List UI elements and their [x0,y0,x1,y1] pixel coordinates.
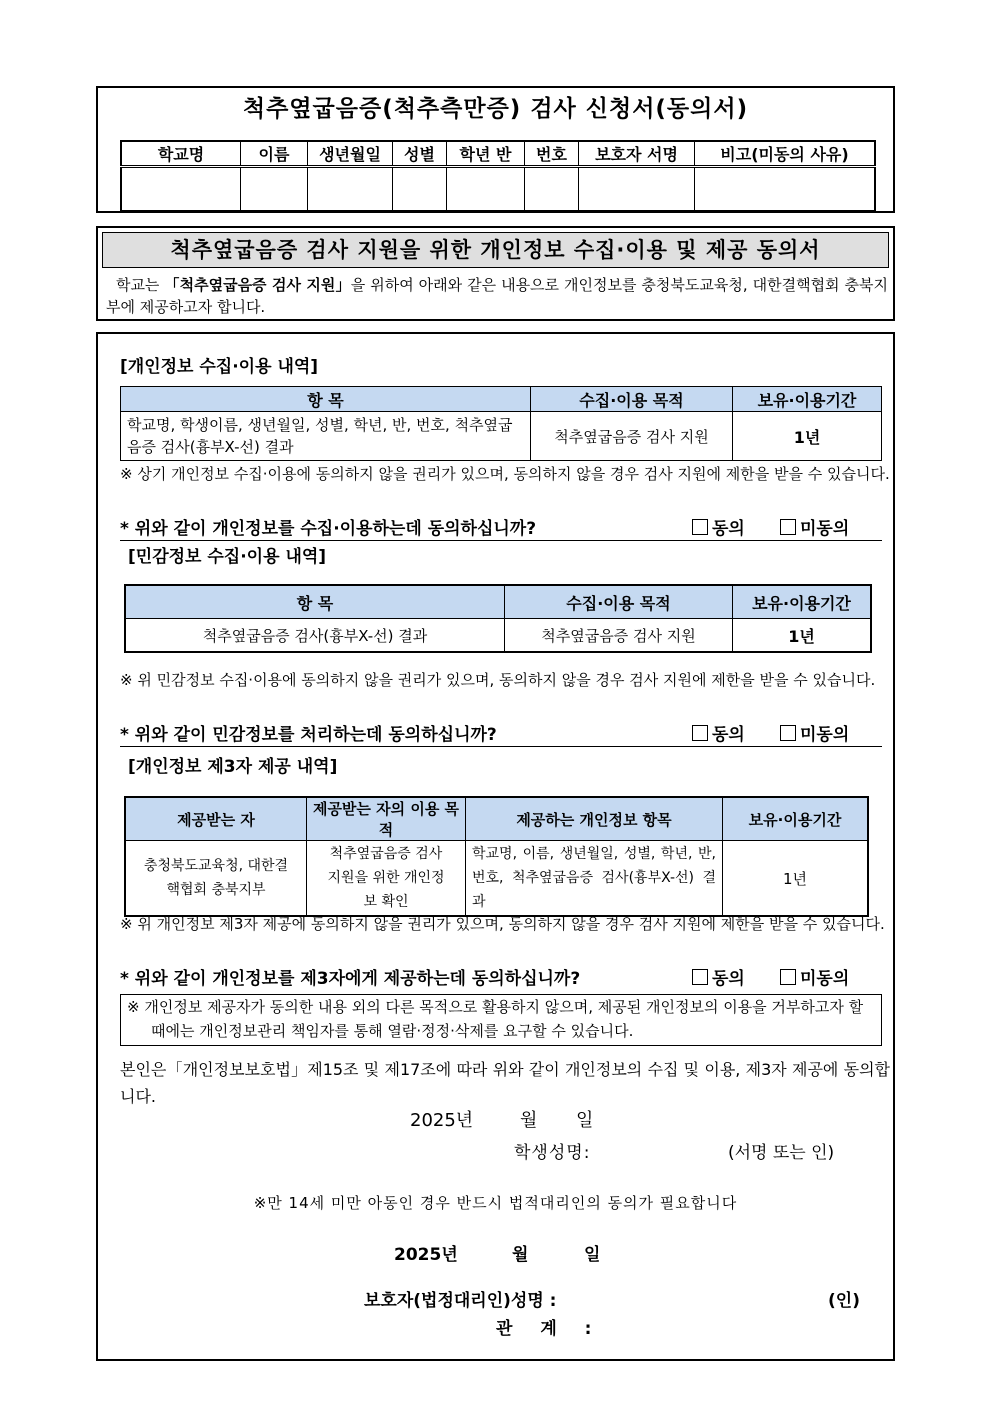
section1-header-items: 항 목 [121,387,531,412]
school-name-cell[interactable] [121,167,241,212]
section1-table [120,386,882,461]
section3-period-cell: 1년 [723,841,869,917]
section1-disagree-option[interactable] [780,514,849,539]
section-divider [120,746,882,747]
section1-agree-checkbox[interactable] [692,519,708,535]
section3-header-recipient: 제공받는 자 [125,797,307,841]
guardian-sign-year: 2025년 [394,1245,458,1265]
section3-disagree-option[interactable] [780,964,849,989]
section2-agree-option[interactable] [692,720,745,745]
section1-data-row [121,412,882,461]
minor-consent-note: ※만 14세 미만 아동인 경우 반드시 법적대리인의 동의가 필요합니다 [253,1194,738,1212]
section2-question: * 위와 같이 민감정보를 처리하는데 동의하십니까? [120,725,497,745]
section1-agree-option[interactable] [692,514,745,539]
application-header-box [96,86,895,213]
consent-heading-box [96,226,895,321]
intro-suffix: 을 위하여 아래와 같은 내용으로 개인정보를 충청북도교육청, 대한결핵협회 충북지부에 제공하고자 합니다. [106,276,888,316]
section2-header-items: 항 목 [125,585,505,619]
section3-agree-option[interactable] [692,964,745,989]
guardian-relation-label: 관 계 : [496,1319,592,1339]
section1-disagree-checkbox[interactable] [780,519,796,535]
student-sign-hint: (서명 또는 인) [728,1143,835,1163]
section1-items-cell: 학교명, 학생이름, 생년월일, 성별, 학년, 반, 번호, 척추옆굽음증 검사(흉부X-선) 결과 [121,412,531,461]
section1-purpose-cell: 척추옆굽음증 검사 지원 [531,412,733,461]
number-cell[interactable] [525,167,579,212]
header-gender: 성별 [393,141,447,167]
student-sign-month: 월 [520,1110,538,1131]
consent-body-box [96,332,895,1361]
section2-purpose-cell: 척추옆굽음증 검사 지원 [505,619,733,653]
header-grade-class: 학년 반 [447,141,525,167]
student-sign-year: 2025년 [410,1110,474,1131]
intro-prefix: 학교는 [115,276,165,294]
header-birthdate: 생년월일 [308,141,393,167]
section3-items-cell: 학교명, 이름, 생년월일, 성별, 학년, 반, 번호, 척추옆굽음증 검사(흉부X-선) 결과 [466,841,723,917]
section2-data-row [125,619,871,653]
section2-heading: [민감정보 수집·이용 내역] [128,547,327,567]
section3-header-period: 보유·이용기간 [723,797,869,841]
guardian-sign-day: 일 [584,1245,601,1265]
section1-question: * 위와 같이 개인정보를 수집·이용하는데 동의하십니까? [120,519,537,539]
section3-agree-label: 동의 [712,969,745,989]
student-table-header-row [121,141,875,167]
guardian-sign-month: 월 [512,1245,529,1265]
section3-question: * 위와 같이 개인정보를 제3자에게 제공하는데 동의하십니까? [120,969,581,989]
final-note-box: ※ 개인정보 제공자가 동의한 내용 외의 다른 목적으로 활용하지 않으며, 제공된 개인정보의 이용을 거부하고자 할 때에는 개인정보관리 책임자를 통해 열람·정정·삭제를 요구할 수 있습니다. [120,994,882,1046]
section3-purpose-cell: 척추옆굽음증 검사 지원을 위한 개인정보 확인 [307,841,466,917]
consent-title: 척추옆굽음증 검사 지원을 위한 개인정보 수집·이용 및 제공 동의서 [102,232,889,268]
section3-disagree-checkbox[interactable] [780,969,796,985]
header-number: 번호 [525,141,579,167]
section2-header-purpose: 수집·이용 목적 [505,585,733,619]
birthdate-cell[interactable] [308,167,393,212]
section2-header-row [125,585,871,619]
section1-heading: [개인정보 수집·이용 내역] [120,357,319,377]
student-info-table [120,140,876,212]
section3-header-purpose: 제공받는 자의 이용 목적 [307,797,466,841]
section1-agree-label: 동의 [712,519,745,539]
section3-disagree-label: 미동의 [800,969,850,989]
section3-data-row [125,841,868,917]
section-divider [120,540,882,541]
section1-header-period: 보유·이용기간 [733,387,882,412]
grade-class-cell[interactable] [447,167,525,212]
section1-header-purpose: 수집·이용 목적 [531,387,733,412]
header-remarks: 비고(미동의 사유) [695,141,876,167]
guardian-signature-cell[interactable] [579,167,695,212]
guardian-seal: (인) [828,1291,860,1311]
student-table-input-row[interactable] [121,167,875,212]
section2-agree-label: 동의 [712,725,745,745]
section3-table [124,796,869,917]
section2-disagree-label: 미동의 [800,725,850,745]
section1-period-cell: 1년 [733,412,882,461]
section1-header-row [121,387,882,412]
student-name-field[interactable] [618,1134,728,1160]
guardian-relation-field[interactable] [596,1310,816,1336]
section2-header-period: 보유·이용기간 [733,585,872,619]
document-title: 척추옆굽음증(척추측만증) 검사 신청서(동의서) [242,96,749,122]
remarks-cell[interactable] [695,167,876,212]
guardian-name-label: 보호자(법정대리인)성명 : [364,1291,557,1311]
gender-cell[interactable] [393,167,447,212]
student-name-label: 학생성명: [514,1143,591,1163]
student-sign-day: 일 [576,1110,594,1131]
section3-header-items: 제공하는 개인정보 항목 [466,797,723,841]
section2-table [124,584,872,653]
section3-note: ※ 위 개인정보 제3자 제공에 동의하지 않을 권리가 있으며, 동의하지 않을 경우 검사 지원에 제한을 받을 수 있습니다. [120,915,885,933]
section2-disagree-checkbox[interactable] [780,725,796,741]
section3-heading: [개인정보 제3자 제공 내역] [128,757,338,777]
section3-recipient-cell: 충청북도교육청, 대한결핵협회 충북지부 [125,841,307,917]
section2-items-cell: 척추옆굽음증 검사(흉부X-선) 결과 [125,619,505,653]
consent-intro-text [106,274,888,318]
declaration-text: 본인은「개인정보보호법」제15조 및 제17조에 따라 위와 같이 개인정보의 수집 및 이용, 제3자 제공에 동의합니다. [120,1060,890,1106]
section2-disagree-option[interactable] [780,720,849,745]
name-cell[interactable] [241,167,308,212]
section3-agree-checkbox[interactable] [692,969,708,985]
header-school-name: 학교명 [121,141,241,167]
section1-disagree-label: 미동의 [800,519,850,539]
section2-agree-checkbox[interactable] [692,725,708,741]
section3-header-row [125,797,868,841]
section2-period-cell: 1년 [733,619,872,653]
guardian-name-field[interactable] [596,1282,816,1308]
section1-note: ※ 상기 개인정보 수집·이용에 동의하지 않을 권리가 있으며, 동의하지 않을 경우 검사 지원에 제한을 받을 수 있습니다. [120,465,890,483]
intro-program-name: 「척추옆굽음증 검사 지원」 [164,276,351,294]
header-name: 이름 [241,141,308,167]
header-guardian-signature: 보호자 서명 [579,141,695,167]
section2-note: ※ 위 민감정보 수집·이용에 동의하지 않을 권리가 있으며, 동의하지 않을 경우 검사 지원에 제한을 받을 수 있습니다. [120,671,876,689]
